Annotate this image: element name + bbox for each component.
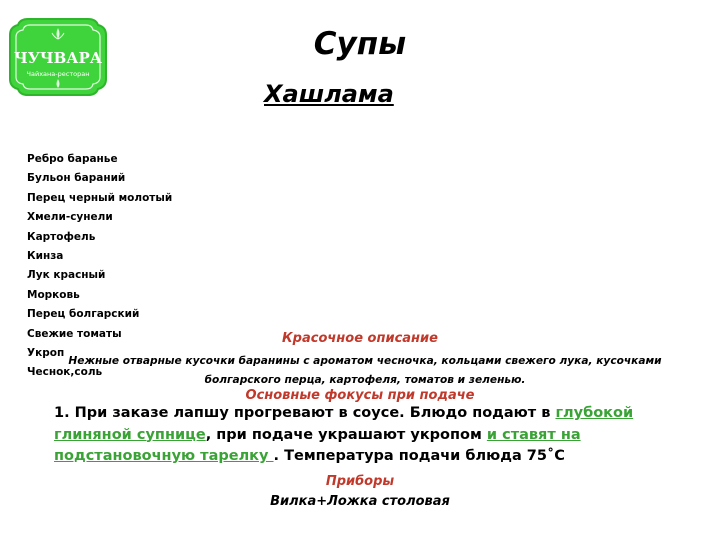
logo-brand-text: ЧУЧВАРА xyxy=(14,49,102,67)
ingredient-item: Укроп xyxy=(27,347,65,360)
description-heading: Красочное описание xyxy=(282,331,438,346)
serving-text-part: 1. При заказе лапшу прогревают в соусе. Блюдо подают в xyxy=(54,405,556,421)
serving-text-part: , при подаче украшают укропом xyxy=(205,426,487,443)
ingredient-item: Бульон бараний xyxy=(27,172,126,185)
cutlery-heading: Приборы xyxy=(325,474,395,489)
serving-text-part: . Температура подачи блюда 75˚С xyxy=(273,448,565,464)
ingredient-item: Кинза xyxy=(27,250,64,263)
ingredient-item: Чеснок,соль xyxy=(27,366,103,379)
description-text: Нежные отварные кусочки баранины с ароматом чесночка, кольцами свежего лука, кусочками болгарского перца, картофеля, томатов и зеленью. xyxy=(68,355,662,386)
ingredient-item: Картофель xyxy=(27,230,96,243)
dish-name: Хашлама xyxy=(264,80,394,108)
ingredient-item: Морковь xyxy=(27,288,80,301)
logo-tagline: Чайхана-ресторан xyxy=(26,70,90,78)
ingredient-item: Перец черный молотый xyxy=(27,191,173,204)
serving-heading: Основные фокусы при подаче xyxy=(245,388,475,403)
ingredient-item: Ребро баранье xyxy=(27,153,118,165)
ingredient-item: Свежие томаты xyxy=(27,327,122,340)
ingredient-item: Перец болгарский xyxy=(27,308,140,321)
serving-link-plate[interactable]: и ставят на подстановочную тарелку xyxy=(54,426,581,464)
ingredients-list xyxy=(27,150,172,383)
serving-link-dish[interactable]: глубокой глиняной супнице xyxy=(54,405,634,443)
ingredient-item: Лук красный xyxy=(27,269,106,282)
cutlery-text: Вилка+Ложка столовая xyxy=(270,494,450,509)
serving-instructions xyxy=(54,403,684,468)
ingredient-item: Хмели-сунели xyxy=(27,211,113,224)
page-title: Супы xyxy=(313,26,407,62)
